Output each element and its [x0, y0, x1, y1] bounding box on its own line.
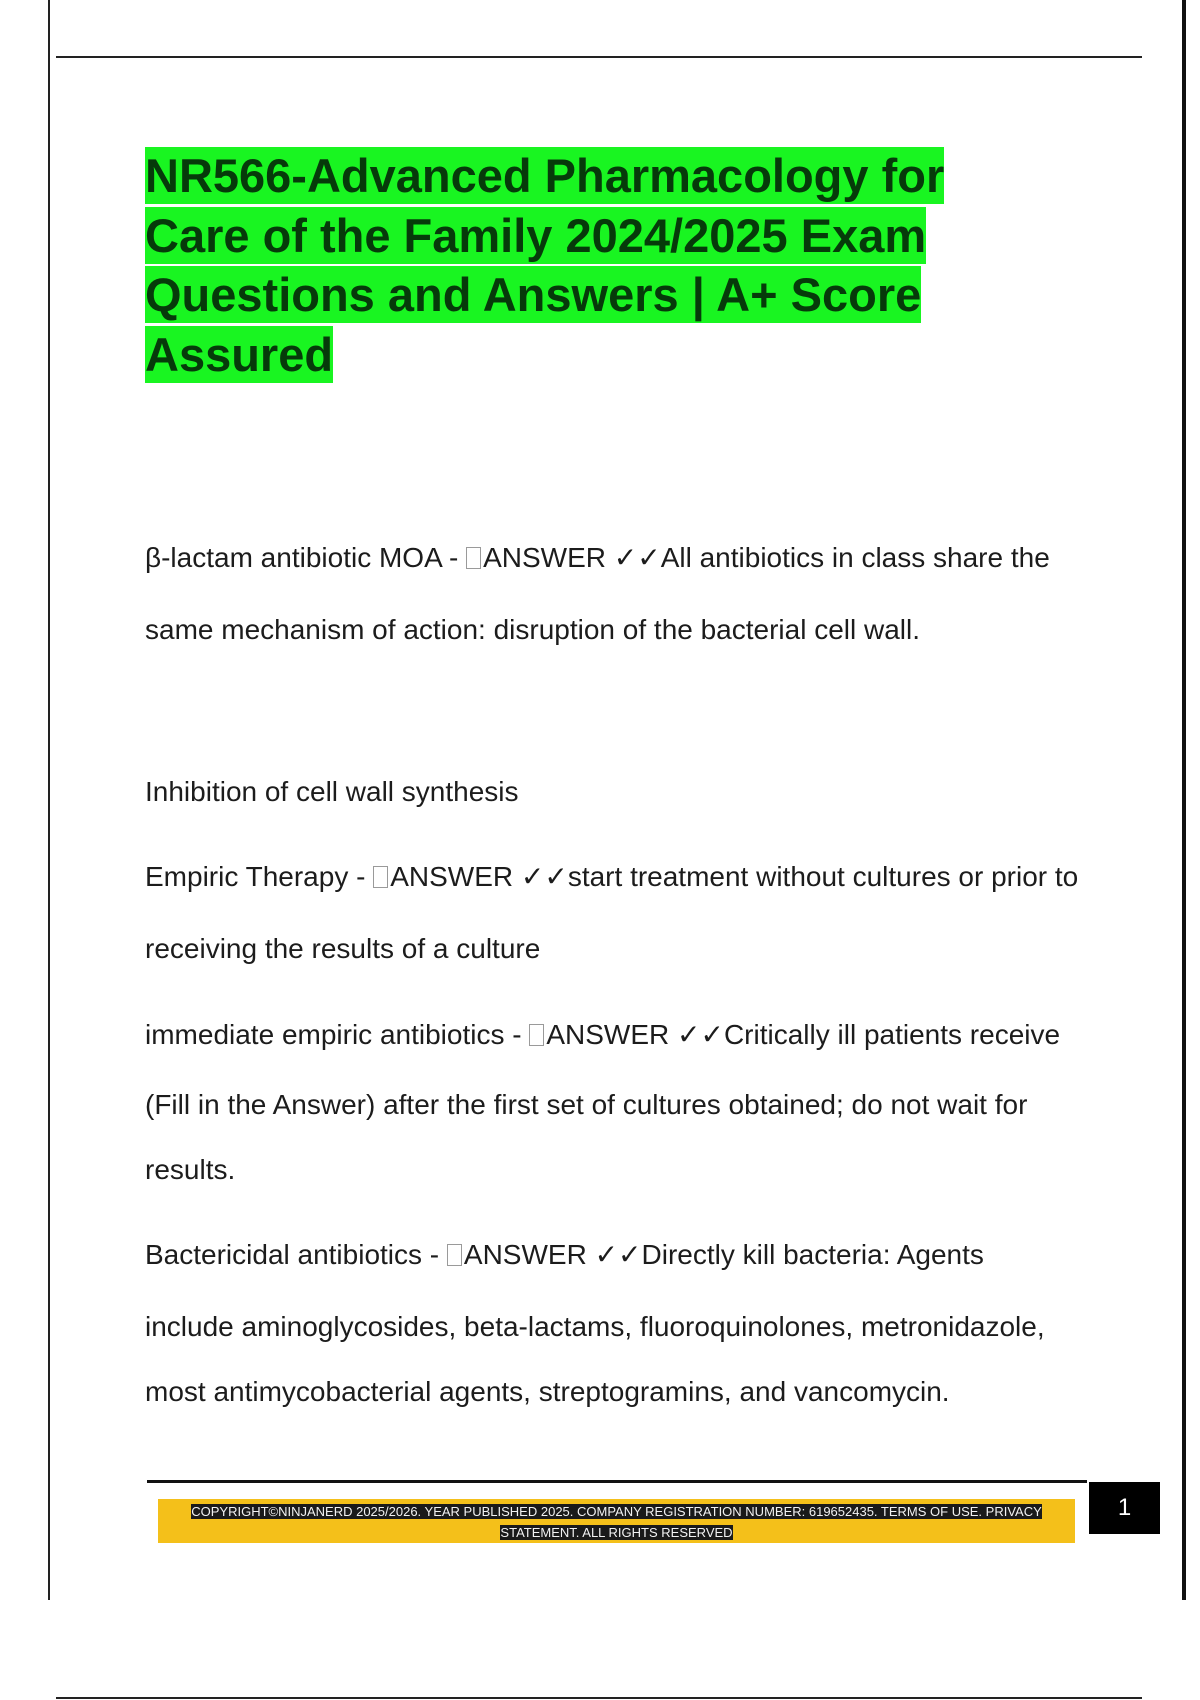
question-line: immediate empiric antibiotics - ANSWER ✓✓Critically ill patients receive — [145, 1019, 1061, 1050]
answer-line: include aminoglycosides, beta-lactams, fluoroquinolones, metronidazole, — [145, 1311, 1045, 1342]
missing-glyph-box-icon — [373, 866, 388, 888]
document-title — [145, 146, 1045, 384]
title-line: NR566-Advanced Pharmacology for — [145, 149, 945, 202]
page-number: 1 — [1089, 1482, 1160, 1534]
title-line: Assured — [145, 327, 334, 381]
missing-glyph-box-icon — [466, 547, 481, 569]
answer-line: (Fill in the Answer) after the first set of cultures obtained; do not wait for — [145, 1089, 1028, 1120]
answer-tag: ANSWER ✓✓ — [546, 1019, 724, 1050]
answer-line: results. — [145, 1154, 236, 1185]
title-line: Questions and Answers | A+ Score — [145, 268, 922, 321]
footer-rule — [147, 1480, 1087, 1483]
page-border-left — [48, 0, 50, 1600]
answer-tag: ANSWER ✓✓ — [390, 861, 568, 892]
header-rule — [56, 56, 1142, 58]
title-line: Care of the Family 2024/2025 Exam — [145, 208, 927, 262]
answer-line: Inhibition of cell wall synthesis — [145, 776, 519, 807]
answer-tag: ANSWER ✓✓ — [483, 542, 661, 573]
question-line: Empiric Therapy - ANSWER ✓✓start treatment without cultures or prior to — [145, 861, 1079, 892]
missing-glyph-box-icon — [529, 1024, 544, 1046]
question-line: Bactericidal antibiotics - ANSWER ✓✓Directly kill bacteria: Agents — [145, 1239, 984, 1270]
next-page-rule — [56, 1697, 1142, 1699]
answer-line: receiving the results of a culture — [145, 933, 541, 964]
missing-glyph-box-icon — [447, 1244, 462, 1266]
page-border-right — [1182, 0, 1186, 1600]
copyright-notice: COPYRIGHT©NINJANERD 2025/2026. YEAR PUBLISHED 2025. COMPANY REGISTRATION NUMBER: 619652435. TERMS OF USE. PRIVACY STATEMENT. ALL RIGHTS RESERVED — [191, 1504, 1042, 1540]
question-line: β-lactam antibiotic MOA - ANSWER ✓✓All antibiotics in class share the — [145, 542, 1050, 573]
answer-line: same mechanism of action: disruption of the bacterial cell wall. — [145, 614, 921, 645]
answer-tag: ANSWER ✓✓ — [463, 1239, 642, 1270]
answer-line: most antimycobacterial agents, streptogramins, and vancomycin. — [145, 1376, 950, 1407]
